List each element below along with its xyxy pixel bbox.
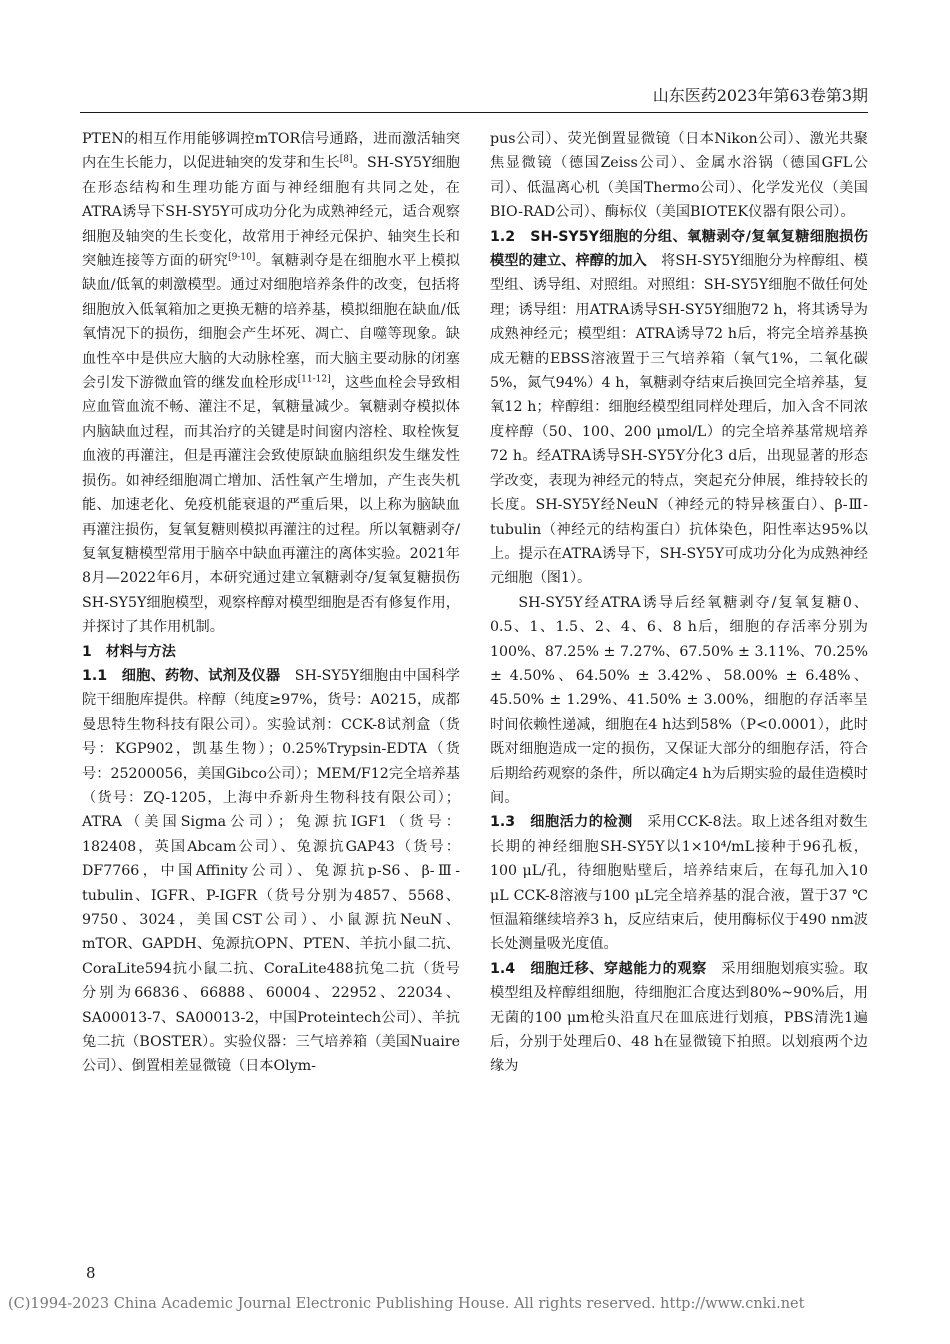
journal-title: 山东医药2023年第63卷第3期: [652, 86, 868, 105]
copyright-footer: (C)1994-2023 China Academic Journal Electronic Publishing House. All rights reserved. http://www.cnki.net: [8, 1296, 805, 1312]
subsection-title: 1.3 细胞活力的检测: [490, 814, 633, 831]
running-header: [80, 82, 868, 110]
intro-paragraph: PTEN的相互作用能够调控mTOR信号通路，进而激活轴突内在生长能力，以促进轴突的发芽和生长[8]。SH-SY5Y细胞在形态结构和生理功能方面与神经细胞有共同之处，在ATRA诱导下SH-SY5Y可成功分化为成熟神经元，适合观察细胞及轴突的生长变化，故常用于神经元保护、轴突生长和突触连接等方面的研究[9-10]。氧糖剥夺是在细胞水平上模拟缺血/低氧的刺激模型。通过对细胞培养条件的改变，包括将细胞放入低氧箱加之更换无糖的培养基，模拟细胞在缺血/低氧情况下的损伤，细胞会产生坏死、凋亡、自噬等现象。缺血性卒中是供应大脑的大动脉栓塞，而大脑主要动脉的闭塞会引发下游微血管的继发血栓形成[11-12]，这些血栓会导致相应血管血流不畅、灌注不足，氧糖量减少。氧糖剥夺模拟体内脑缺血过程，而其治疗的关键是时间窗内溶栓、取栓恢复血液的再灌注，但是再灌注会致使原缺血脑组织发生继发性损伤。如神经细胞凋亡增加、活性氧产生增加，产生丧失机能、加速老化、免疫机能衰退的严重后果，以上称为脑缺血再灌注损伤，复氧复糖则模拟再灌注的过程。所以氧糖剥夺/复氧复糖模型常用于脑卒中缺血再灌注的离体实验。2021年8月—2022年6月，本研究通过建立氧糖剥夺/复氧复糖损伤SH-SY5Y细胞模型，观察梓醇对模型细胞是否有修复作用，并探讨了其作用机制。: [82, 131, 460, 636]
subsection-title: 1.4 细胞迁移、穿越能力的观察: [490, 960, 707, 977]
citation-ref[interactable]: [8]: [339, 154, 353, 165]
subsection-title: 1.1 细胞、药物、试剂及仪器: [82, 667, 281, 684]
citation-ref[interactable]: [11-12]: [297, 374, 331, 385]
survival-paragraph: SH-SY5Y经ATRA诱导后经氧糖剥夺/复氧复糖0、0.5、1、1.5、2、4、6、8 h后，细胞的存活率分别为100%、87.25% ± 7.27%、67.50% ± 3.11%、70.25% ± 4.50%、64.50% ± 3.42%、58.00% ± 6.48%、45.50% ± 1.29%、41.50% ± 3.00%，细胞的存活率呈时间依赖性递减，细胞在4 h达到58%（P<0.0001），此时既对细胞造成一定的损伤，又保证大部分的细胞存活，符合后期给药观察的条件，所以确定4 h为后期实验的最佳造模时间。: [490, 594, 868, 806]
continued-paragraph: pus公司）、荧光倒置显微镜（日本Nikon公司）、激光共聚焦显微镜（德国Zeiss公司）、金属水浴锅（德国GFL公司）、低温离心机（美国Thermo公司）、化学发光仪（美国BIO-RAD公司）、酶标仪（美国BIOTEK仪器有限公司）。: [490, 131, 868, 221]
subsection-title: 1.2 SH-SY5Y细胞的分组、氧糖剥夺/复氧复糖细胞损伤模型的建立、梓醇的加入: [490, 228, 868, 270]
right-column: [490, 127, 868, 1079]
left-column: [82, 127, 460, 1079]
subsection-1-3: 1.3 细胞活力的检测 采用CCK-8法。取上述各组对数生长期的神经细胞SH-SY5Y以1×10⁴/mL接种于96孔板，100 μL/孔，待细胞贴壁后，培养结束后，在每孔加入10 μL CCK-8溶液与100 μL完全培养基的混合液，置于37 ℃恒温箱继续培养3 h，反应结束后，使用酶标仪于490 nm波长处测量吸光度值。: [490, 814, 868, 953]
section-heading-methods: 1 材料与方法: [82, 643, 176, 660]
subsection-1-2: 1.2 SH-SY5Y细胞的分组、氧糖剥夺/复氧复糖细胞损伤模型的建立、梓醇的加入 将SH-SY5Y细胞分为梓醇组、模型组、诱导组、对照组。对照组：SH-SY5Y细胞不做任何处理；诱导组：用ATRA诱导SH-SY5Y细胞72 h，将其诱导为成熟神经元；模型组：ATRA诱导72 h后，将完全培养基换成无糖的EBSS溶液置于三气培养箱（氧气1%，二氧化碳5%，氮气94%）4 h，氧糖剥夺结束后换回完全培养基，复氧12 h；梓醇组：细胞经模型组同样处理后，加入含不同浓度梓醇（50、100、200 μmol/L）的完全培养基常规培养72 h。经ATRA诱导SH-SY5Y分化3 d后，出现显著的形态学改变，表现为神经元的特点，突起充分伸展，维持较长的长度。SH-SY5Y经NeuN（神经元的特异核蛋白）、β-Ⅲ-tubulin（神经元的结构蛋白）抗体染色，阳性率达95%以上。提示在ATRA诱导下，SH-SY5Y可成功分化为成熟神经元细胞（图1）。: [490, 228, 868, 587]
header-rule: [80, 112, 868, 113]
page-number: 8: [86, 1264, 96, 1282]
subsection-1-4: 1.4 细胞迁移、穿越能力的观察 采用细胞划痕实验。取模型组及梓醇组细胞，待细胞汇合度达到80%~90%后，用无菌的100 μm枪头沿直尺在皿底进行划痕，PBS清洗1遍后，分别于处理后0、48 h在显微镜下拍照。以划痕两个边缘为: [490, 960, 868, 1075]
citation-ref[interactable]: [9-10]: [228, 252, 256, 263]
subsection-1-1: 1.1 细胞、药物、试剂及仪器 SH-SY5Y细胞由中国科学院干细胞库提供。梓醇（纯度≥97%，货号：A0215，成都曼思特生物科技有限公司）。实验试剂：CCK-8试剂盒（货号：KGP902，凯基生物）；0.25%Trypsin-EDTA（货号：25200056，美国Gibco公司）；MEM/F12完全培养基（货号：ZQ-1205，上海中乔新舟生物科技有限公司）；ATRA（美国Sigma公司）；兔源抗IGF1（货号：182408，英国Abcam公司）、兔源抗GAP43（货号：DF7766，中国Affinity公司）、兔源抗p-S6、β-Ⅲ-tubulin、IGFR、P-IGFR（货号分别为4857、5568、9750、3024，美国CST公司）、小鼠源抗NeuN、mTOR、GAPDH、兔源抗OPN、PTEN、羊抗小鼠二抗、CoraLite594抗小鼠二抗、CoraLite488抗兔二抗（货号分别为66836、66888、60004、22952、22034、SA00013-7、SA00013-2，中国Proteintech公司）、羊抗兔二抗（BOSTER）。实验仪器：三气培养箱（美国Nuaire公司）、倒置相差显微镜（日本Olym-: [82, 667, 460, 1075]
